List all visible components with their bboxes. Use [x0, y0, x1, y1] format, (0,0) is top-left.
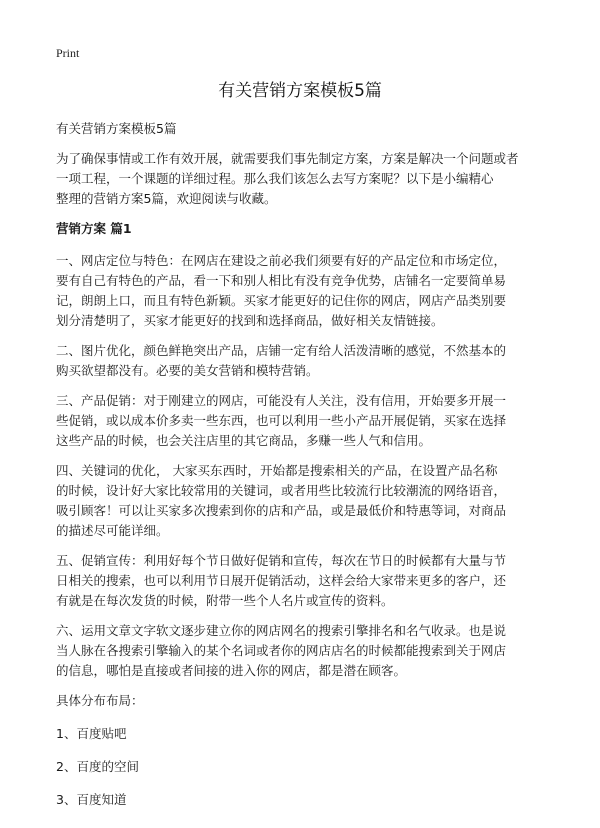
intro-line: 整理的营销方案5篇，欢迎阅读与收藏。 [56, 191, 277, 206]
paragraph-line: 要有自己有特色的产品，看一下和别人相比有没有竞争优势，店铺名一定要简单易 [56, 273, 507, 288]
paragraph-line: 的描述尽可能详细。 [56, 523, 169, 538]
paragraph-promotion-publicity [56, 551, 548, 611]
paragraph-product-promotion [56, 391, 548, 451]
paragraph-image-optimization [56, 341, 548, 381]
document-subtitle: 有关营销方案模板5篇 [56, 121, 177, 136]
layout-list-item: 2、百度的空间 [56, 759, 139, 774]
paragraph-line: 二、图片优化，颜色鲜艳突出产品，店铺一定有给人活泼清晰的感觉，不然基本的 [56, 343, 507, 358]
intro-line: 一项工程，一个课题的详细过程。那么我们该怎么去写方案呢？以下是小编精心 [56, 171, 494, 186]
paragraph-line: 的信息，哪怕是直接或者间接的进入你的网店，都是潜在顾客。 [56, 663, 407, 678]
document-title: 有关营销方案模板5篇 [218, 81, 382, 101]
paragraph-store-positioning [56, 251, 548, 331]
paragraph-line: 记，朗朗上口，而且有特色新颖。买家才能更好的记住你的网店，网店产品类别要 [56, 293, 507, 308]
paragraph-line: 日相关的搜索，也可以利用节日展开促销活动，这样会给大家带来更多的客户，还 [56, 573, 507, 588]
document-body [56, 119, 548, 823]
paragraph-line: 四、关键词的优化， 大家买东西时，开始都是搜索相关的产品，在设置产品名称 [56, 463, 498, 478]
intro-line: 为了确保事情或工作有效开展，就需要我们事先制定方案，方案是解决一个问题或者 [56, 151, 519, 166]
intro-paragraph [56, 149, 548, 209]
layout-label: 具体分布布局： [56, 693, 144, 708]
paragraph-line: 划分清楚明了，买家才能更好的找到和选择商品，做好相关友情链接。 [56, 313, 444, 328]
paragraph-line: 吸引顾客！可以让买家多次搜索到你的店和产品，或是最低价和特惠等词，对商品 [56, 503, 507, 518]
section-heading: 营销方案 篇1 [56, 221, 132, 236]
paragraph-line: 这些产品的时候，也会关注店里的其它商品，多赚一些人气和信用。 [56, 433, 432, 448]
paragraph-line: 的时候，设计好大家比较常用的关键词，或者用些比较流行比较潮流的网络语音， [56, 483, 507, 498]
layout-list-item: 3、百度知道 [56, 792, 127, 807]
paragraph-line: 一、网店定位与特色：在网店在建设之前必我们须要有好的产品定位和市场定位， [56, 253, 507, 268]
paragraph-line: 有就是在每次发货的时候，附带一些个人名片或宣传的资料。 [56, 593, 394, 608]
paragraph-search-ranking [56, 621, 548, 681]
paragraph-line: 三、产品促销：对于刚建立的网店，可能没有人关注，没有信用，开始要多开展一 [56, 393, 507, 408]
paragraph-line: 五、促销宣传：利用好每个节日做好促销和宣传，每次在节日的时候都有大量与节 [56, 553, 507, 568]
paragraph-line: 些促销，或以成本价多卖一些东西，也可以利用一些小产品开展促销，买家在选择 [56, 413, 507, 428]
print-link[interactable]: Print [56, 46, 80, 60]
paragraph-line: 购买欲望都没有。必要的美女营销和模特营销。 [56, 363, 319, 378]
paragraph-keyword-optimization [56, 461, 548, 541]
layout-list-item: 1、百度贴吧 [56, 726, 127, 741]
paragraph-line: 六、运用文章文字软文逐步建立你的网店网名的搜索引擎排名和名气收录。也是说 [56, 623, 507, 638]
paragraph-line: 当人脉在各搜索引擎输入的某个名词或者你的网店店名的时候都能搜索到关于网店 [56, 643, 507, 658]
